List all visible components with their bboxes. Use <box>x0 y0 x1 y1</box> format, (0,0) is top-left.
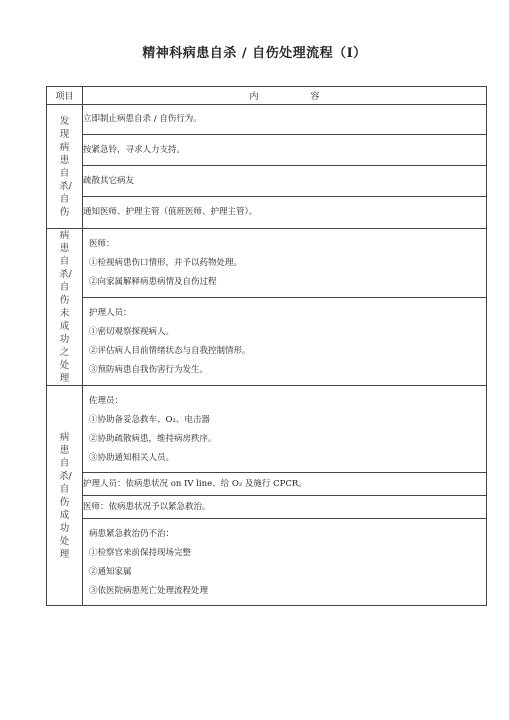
section-label-successful: 病患自杀/自伤成功处理 <box>47 386 83 606</box>
assistant-block <box>83 386 487 473</box>
list-item: ②评估病人目前情绪状态与自我控制情形。 <box>89 345 251 356</box>
step-stop: 立即制止病患自杀 / 自伤行为。 <box>83 105 487 135</box>
nurse-block <box>83 297 487 385</box>
table-header-row <box>47 87 487 105</box>
procedure-table <box>46 86 487 606</box>
list-item: ③依医院病患死亡处理流程处理 <box>89 586 209 596</box>
list-item: ②向家属解释病患病情及自伤过程 <box>89 277 217 287</box>
step-notify: 通知医师、护理主管（值班医师、护理主管）。 <box>83 197 487 229</box>
list-item: ②协助疏散病患，维持病房秩序。 <box>89 434 217 444</box>
table-row <box>47 297 487 385</box>
step-alarm: 按紧急铃，寻求人力支持。 <box>83 135 487 166</box>
doctor-block <box>83 229 487 298</box>
step-evacuate: 疏散其它病友 <box>83 166 487 197</box>
table-row <box>47 496 487 519</box>
table-row <box>47 105 487 135</box>
doctor-heading: 医师： <box>89 239 115 249</box>
assistant-heading: 佐理员： <box>89 396 124 406</box>
failed-rescue-block <box>83 519 487 606</box>
list-item: ③预防病患自我伤害行为发生。 <box>89 364 209 375</box>
table-row <box>47 229 487 298</box>
table-row <box>47 166 487 197</box>
section-label-unsuccessful: 病患自杀/自伤未成功之处理 <box>47 229 83 386</box>
list-item: ①检视病患伤口情形，并予以药物处理。 <box>89 258 243 268</box>
doctor-line: 医师：依病患状况予以紧急救治。 <box>83 496 487 519</box>
list-item: ②通知家属 <box>89 567 132 577</box>
table-row <box>47 386 487 473</box>
header-content <box>83 87 487 105</box>
table-row <box>47 197 487 229</box>
table-row <box>47 519 487 606</box>
list-item: ①检察官来前保持现场完整 <box>89 548 192 558</box>
header-content-label: 内容 <box>249 92 372 102</box>
failed-heading: 病患紧急救治仍不治： <box>89 529 175 539</box>
header-item: 项目 <box>47 87 83 105</box>
nurse-line: 护理人员：依病患状况 on IV line、给 O₂ 及施行 CPCR。 <box>83 473 487 496</box>
document-title: 精神科病患自杀 / 自伤处理流程（I） <box>142 46 367 61</box>
list-item: ①协助备妥急救车、O₂、电击器 <box>89 415 210 425</box>
list-item: ①密切观察探视病人。 <box>89 326 175 337</box>
nurse-heading: 护理人员： <box>89 307 132 318</box>
section-label-discover: 发现病患自杀/自伤 <box>47 105 83 229</box>
table-row <box>47 473 487 496</box>
table-row <box>47 135 487 166</box>
list-item: ③协助通知相关人员。 <box>89 453 175 463</box>
